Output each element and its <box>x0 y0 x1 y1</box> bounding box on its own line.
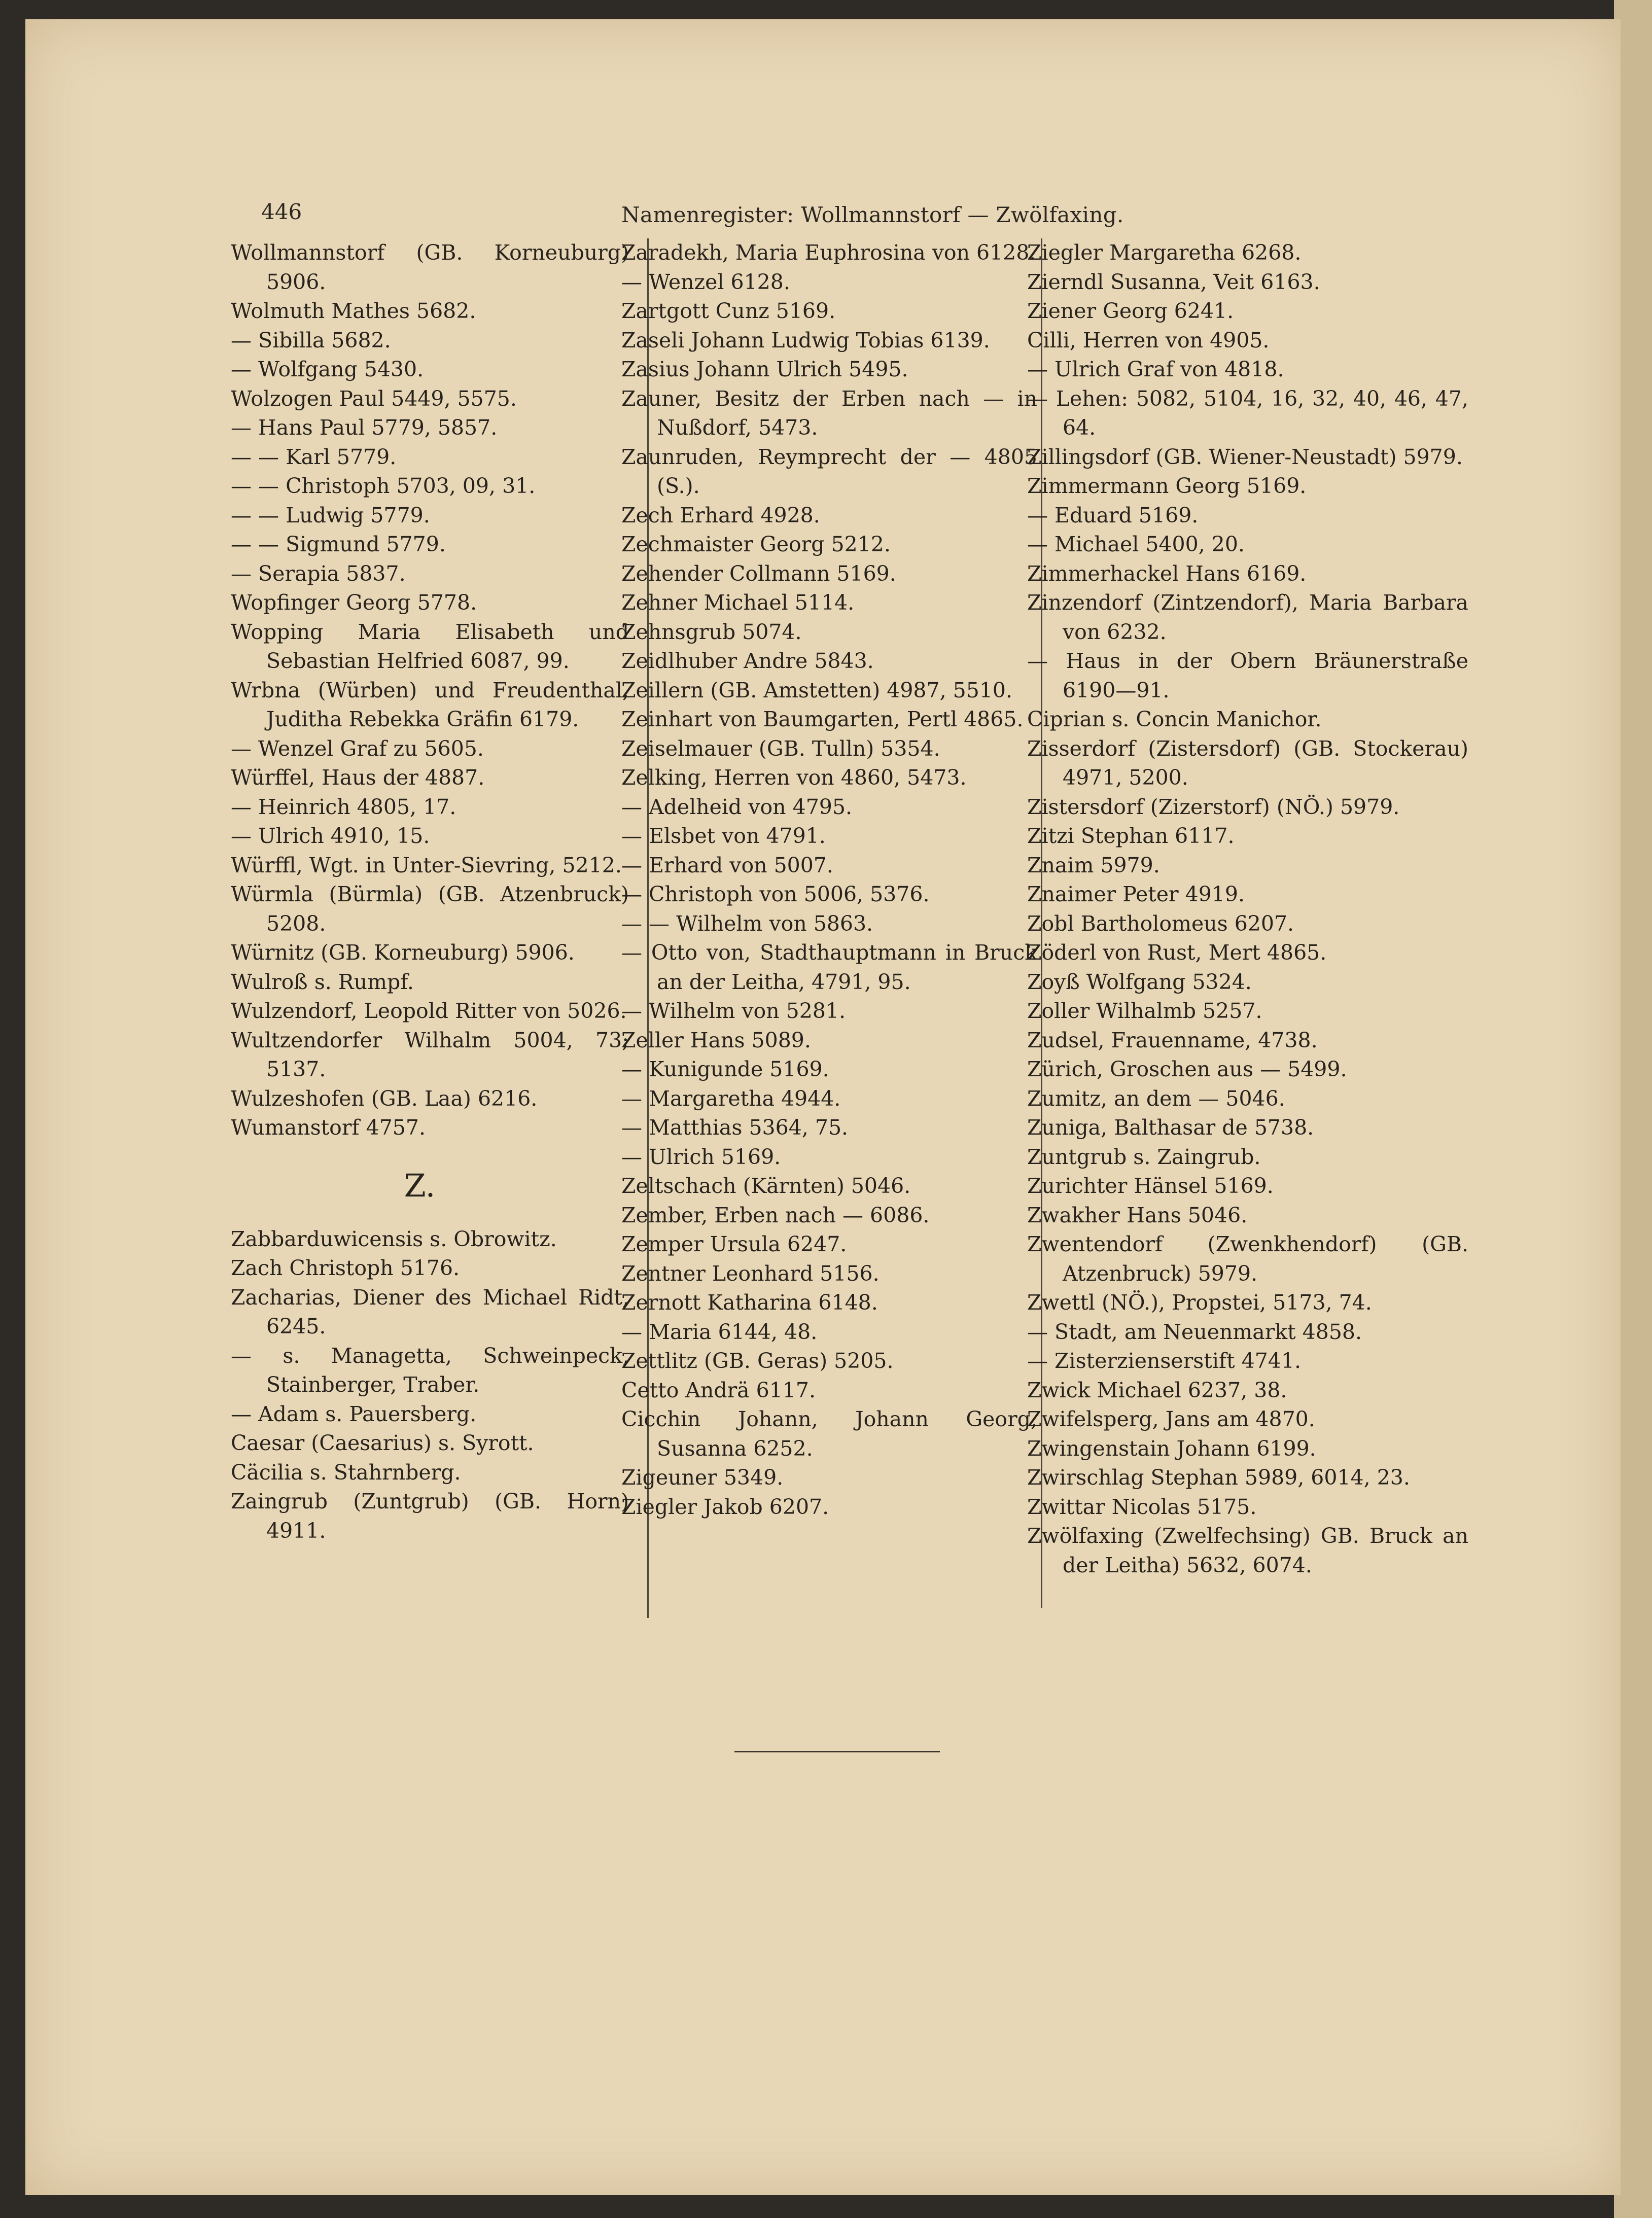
index-entry: — Adam s. Pauersberg. <box>231 1401 477 1426</box>
page-header <box>25 199 1621 240</box>
index-entry: Zobl Bartholomeus 6207. <box>1027 911 1294 936</box>
index-entry: Zoller Wilhalmb 5257. <box>1027 999 1262 1023</box>
index-entry: Zaingrub (Zuntgrub) (GB. Horn) 4911. <box>231 1489 629 1543</box>
index-entry: Zauner, Besitz der Erben nach — in Nußdorf, 5473. <box>621 386 1037 440</box>
index-entry: Zasius Johann Ulrich 5495. <box>621 357 908 381</box>
section-letter: Z. <box>404 1167 436 1204</box>
index-entry: Zember, Erben nach — 6086. <box>621 1203 930 1227</box>
index-entry: — Zisterzienserstift 4741. <box>1027 1349 1301 1373</box>
index-entry: Wulzendorf, Leopold Ritter von 5026. <box>231 999 627 1023</box>
index-entry: Zentner Leonhard 5156. <box>621 1261 880 1286</box>
index-entry: — Margaretha 4944. <box>621 1086 841 1111</box>
index-entry: — Hans Paul 5779, 5857. <box>231 415 498 440</box>
index-entry: Würffl, Wgt. in Unter-Sievring, 5212. <box>231 853 622 877</box>
index-entry: — Haus in der Obern Bräunerstraße 6190—91. <box>1027 649 1468 702</box>
index-entry: Zigeuner 5349. <box>621 1465 784 1490</box>
index-entry: — Wenzel 6128. <box>621 269 790 294</box>
index-entry: Zwölfaxing (Zwelfechsing) GB. Bruck an der Leitha) 5632, 6074. <box>1027 1524 1468 1577</box>
index-entry: — Sibilla 5682. <box>231 328 391 353</box>
index-entry: — Adelheid von 4795. <box>621 794 852 819</box>
index-entry: Wumanstorf 4757. <box>231 1115 426 1140</box>
index-entry: Wopping Maria Elisabeth und Sebastian Helfried 6087, 99. <box>231 619 629 673</box>
index-entry: — Wilhelm von 5281. <box>621 999 846 1023</box>
index-entry: Zeidlhuber Andre 5843. <box>621 649 874 673</box>
index-entry: Zach Christoph 5176. <box>231 1256 460 1280</box>
index-entry: Zeller Hans 5089. <box>621 1028 811 1052</box>
index-entry: Zaseli Johann Ludwig Tobias 6139. <box>621 328 990 353</box>
index-entry: Ziegler Jakob 6207. <box>621 1494 829 1519</box>
index-entry: Zehner Michael 5114. <box>621 590 855 615</box>
index-entry: Znaim 5979. <box>1027 853 1160 877</box>
index-entry: Wopfinger Georg 5778. <box>231 590 477 615</box>
index-entry: Cicchin Johann, Johann Georg, Susanna 6252. <box>621 1407 1037 1461</box>
index-entry: Wolmuth Mathes 5682. <box>231 299 476 323</box>
index-entry: Zech Erhard 4928. <box>621 503 820 527</box>
index-entry: Cäcilia s. Stahrnberg. <box>231 1460 461 1485</box>
index-entry: — Christoph von 5006, 5376. <box>621 882 930 906</box>
index-column-3 <box>1027 238 1468 1580</box>
index-entry: Wultzendorfer Wilhalm 5004, 73; 5137. <box>231 1028 629 1081</box>
index-entry: Wolzogen Paul 5449, 5575. <box>231 386 517 411</box>
index-entry: Zeltschach (Kärnten) 5046. <box>621 1174 911 1198</box>
index-entry: Zuniga, Balthasar de 5738. <box>1027 1115 1314 1140</box>
index-entry: — Wenzel Graf zu 5605. <box>231 736 484 761</box>
index-entry: Zabbarduwicensis s. Obrowitz. <box>231 1226 557 1251</box>
index-entry: — — Christoph 5703, 09, 31. <box>231 474 536 498</box>
index-entry: Zaunruden, Reymprecht der — 4805 (S.). <box>621 444 1037 498</box>
index-entry: — Lehen: 5082, 5104, 16, 32, 40, 46, 47, 64. <box>1027 386 1468 440</box>
index-entry: — Ulrich 4910, 15. <box>231 824 430 848</box>
index-entry: — — Sigmund 5779. <box>231 532 446 556</box>
index-entry: Würmla (Bürmla) (GB. Atzenbruck) 5208. <box>231 882 629 936</box>
index-entry: Zwittar Nicolas 5175. <box>1027 1494 1257 1519</box>
index-entry: Caesar (Caesarius) s. Syrott. <box>231 1431 534 1455</box>
index-entry: Zwettl (NÖ.), Propstei, 5173, 74. <box>1027 1290 1372 1315</box>
index-entry: Zartgott Cunz 5169. <box>621 299 836 323</box>
index-entry: Zuntgrub s. Zaingrub. <box>1027 1144 1261 1169</box>
index-column-2 <box>621 238 1037 1522</box>
index-entry: — Elsbet von 4791. <box>621 824 826 848</box>
index-entry: — Kunigunde 5169. <box>621 1057 829 1081</box>
index-entry: Wrbna (Würben) und Freudenthal, Juditha Rebekka Gräfin 6179. <box>231 678 629 731</box>
index-entry: — Ulrich Graf von 4818. <box>1027 357 1284 381</box>
index-entry: Znaimer Peter 4919. <box>1027 882 1245 906</box>
index-entry: — Eduard 5169. <box>1027 503 1199 527</box>
index-entry: Zöderl von Rust, Mert 4865. <box>1027 940 1327 965</box>
index-entry: — — Wilhelm von 5863. <box>621 911 873 936</box>
index-entry: Zernott Katharina 6148. <box>621 1290 878 1315</box>
index-entry: Zwingenstain Johann 6199. <box>1027 1436 1316 1461</box>
index-entry: Ziener Georg 6241. <box>1027 299 1234 323</box>
index-column-1 <box>231 238 629 1545</box>
index-entry: Zwentendorf (Zwenkhendorf) (GB. Atzenbruck) 5979. <box>1027 1232 1468 1286</box>
index-entry: Zemper Ursula 6247. <box>621 1232 847 1256</box>
index-entry: Zwifelsperg, Jans am 4870. <box>1027 1407 1315 1431</box>
index-entry: Zaradekh, Maria Euphrosina von 6128. <box>621 240 1036 265</box>
index-entry: Zwirschlag Stephan 5989, 6014, 23. <box>1027 1465 1410 1490</box>
index-entry: Zillingsdorf (GB. Wiener-Neustadt) 5979. <box>1027 444 1463 469</box>
index-entry: Wollmannstorf (GB. Korneuburg) 5906. <box>231 240 629 294</box>
index-entry: Zitzi Stephan 6117. <box>1027 824 1235 848</box>
index-entry: Zeillern (GB. Amstetten) 4987, 5510. <box>621 678 1013 702</box>
index-entry: Zimmermann Georg 5169. <box>1027 474 1307 498</box>
index-entry: Zurichter Hänsel 5169. <box>1027 1174 1274 1198</box>
index-entry: Zürich, Groschen aus — 5499. <box>1027 1057 1347 1081</box>
index-entry: Wulzeshofen (GB. Laa) 6216. <box>231 1086 538 1111</box>
index-entry: Zinzendorf (Zintzendorf), Maria Barbara von 6232. <box>1027 590 1468 644</box>
index-entry: Zumitz, an dem — 5046. <box>1027 1086 1285 1111</box>
index-entry: Zisserdorf (Zistersdorf) (GB. Stockerau) 4971, 5200. <box>1027 736 1468 790</box>
index-entry: Zechmaister Georg 5212. <box>621 532 891 556</box>
index-entry: Zelking, Herren von 4860, 5473. <box>621 765 967 790</box>
index-entry: — s. Managetta, Schweinpeck, Stainberger, Traber. <box>231 1343 629 1397</box>
index-entry: — — Ludwig 5779. <box>231 503 430 527</box>
index-entry: Zacharias, Diener des Michael Ridt, 6245. <box>231 1285 629 1339</box>
index-entry: Zudsel, Frauenname, 4738. <box>1027 1028 1318 1052</box>
index-entry: Zistersdorf (Zizerstorf) (NÖ.) 5979. <box>1027 794 1400 819</box>
index-entry: Würnitz (GB. Korneuburg) 5906. <box>231 940 575 965</box>
index-entry: Zierndl Susanna, Veit 6163. <box>1027 269 1320 294</box>
index-entry: Zehnsgrub 5074. <box>621 619 802 644</box>
index-entry: Zimmerhackel Hans 6169. <box>1027 561 1307 586</box>
index-entry: Wulroß s. Rumpf. <box>231 969 414 994</box>
index-entry: Cetto Andrä 6117. <box>621 1378 816 1402</box>
running-title: Namenregister: Wollmannstorf — Zwölfaxing. <box>621 202 1124 227</box>
index-entry: Zoyß Wolfgang 5324. <box>1027 969 1252 994</box>
index-entry: — — Karl 5779. <box>231 444 397 469</box>
index-entry: Zwick Michael 6237, 38. <box>1027 1378 1287 1402</box>
index-entry: Zeiselmauer (GB. Tulln) 5354. <box>621 736 940 761</box>
index-entry: Zettlitz (GB. Geras) 5205. <box>621 1349 894 1373</box>
index-entry: Würffel, Haus der 4887. <box>231 765 485 790</box>
index-entry: — Serapia 5837. <box>231 561 406 586</box>
index-entry: — Heinrich 4805, 17. <box>231 794 456 819</box>
index-entry: — Otto von, Stadthauptmann in Bruck an der Leitha, 4791, 95. <box>621 940 1037 994</box>
index-entry: — Erhard von 5007. <box>621 853 833 877</box>
index-entry: — Ulrich 5169. <box>621 1144 781 1169</box>
index-entry: Zehender Collmann 5169. <box>621 561 896 586</box>
index-entry: Zeinhart von Baumgarten, Pertl 4865. <box>621 707 1024 731</box>
index-entry: Cilli, Herren von 4905. <box>1027 328 1270 353</box>
index-entry: Ziegler Margaretha 6268. <box>1027 240 1302 265</box>
index-entry: — Matthias 5364, 75. <box>621 1115 849 1140</box>
index-entry: Zwakher Hans 5046. <box>1027 1203 1248 1227</box>
index-entry: — Michael 5400, 20. <box>1027 532 1245 556</box>
page-number: 446 <box>261 199 302 224</box>
end-rule <box>734 1751 940 1752</box>
index-entry: — Maria 6144, 48. <box>621 1319 818 1344</box>
index-entry: — Wolfgang 5430. <box>231 357 424 381</box>
index-entry: Ciprian s. Concin Manichor. <box>1027 707 1322 731</box>
index-entry: — Stadt, am Neuenmarkt 4858. <box>1027 1319 1362 1344</box>
